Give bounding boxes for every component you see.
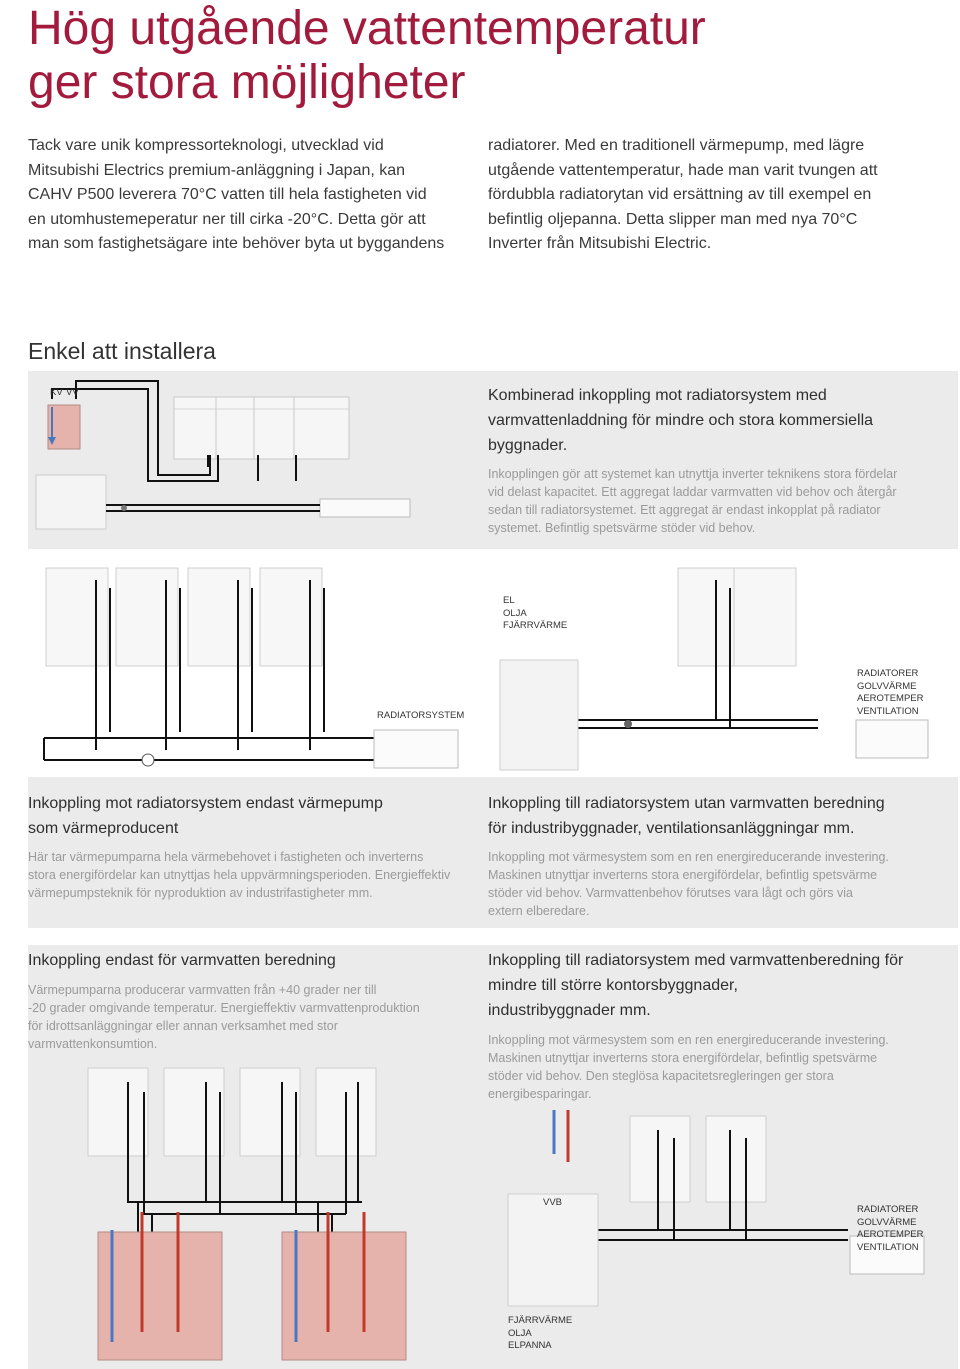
intro-line: CAHV P500 leverera 70°C vatten till hela fastigheten vid xyxy=(28,186,427,203)
body-line: varmvattenkonsumtion. xyxy=(28,1037,158,1051)
intro-line: utgående vattentemperatur, hade man varit tvungen att xyxy=(488,161,878,179)
intro-line: radiatorer. Med en traditionell värmepump, med lägre xyxy=(488,137,865,154)
panel2-right-heading xyxy=(488,791,938,841)
body-line: stöder vid behov. Varmvattenbehov förutses vara lågt och görs via xyxy=(488,886,854,900)
radiator xyxy=(856,720,928,758)
radiator xyxy=(320,499,410,517)
source-label: EL xyxy=(503,595,515,606)
consumer-label: AEROTEMPER xyxy=(857,693,924,704)
heading-line: Inkoppling mot radiatorsystem endast värmepump xyxy=(28,795,383,812)
pump-icon xyxy=(121,505,127,511)
body-line: vid delast kapacitet. Ett aggregat laddar varmvatten vid behov och återgår xyxy=(488,485,897,499)
source-label: OLJA xyxy=(508,1327,532,1339)
panel3-right-heading xyxy=(488,948,938,1023)
heat-pump-unit xyxy=(706,1116,766,1202)
heading-line: byggnader. xyxy=(488,437,568,454)
diagram-hot-water-only xyxy=(28,1062,478,1362)
heading-line: industribyggnader mm. xyxy=(488,1002,651,1019)
heading-line: som värmeproducent xyxy=(28,820,179,837)
body-line: Inkoppling mot värmesystem som en ren energireducerande investering. xyxy=(488,850,889,864)
section-heading: Enkel att installera xyxy=(28,338,216,364)
intro-line: fördubbla radiatorytan vid ersättning av till exempel en xyxy=(488,186,872,203)
panel3-left-body xyxy=(28,981,478,1053)
body-line: -20 grader omgivande temperatur. Energieffektiv varmvattenproduktion xyxy=(28,1001,420,1015)
heat-pump-unit xyxy=(294,397,349,459)
heading-line: för industribyggnader, ventilationsanläggningar mm. xyxy=(488,820,855,837)
body-line: Inkopplingen gör att systemet kan utnyttja inverter teknikens stora fördelar xyxy=(488,467,898,481)
panel2-left-body xyxy=(28,848,478,902)
consumer-label: AEROTEMPER xyxy=(857,1229,924,1240)
heading-line: Inkoppling till radiatorsystem med varmvattenberedning för xyxy=(488,952,904,969)
radiatorsystem-label: RADIATORSYSTEM xyxy=(377,710,465,721)
diagram-combined-installation xyxy=(28,371,468,549)
body-line: stora energifördelar kan utnyttjas hela uppvärmningsperioden. Energieffektiv xyxy=(28,868,451,882)
heading-line: Kombinerad inkoppling mot radiatorsystem med xyxy=(488,387,827,404)
kv-label: KV xyxy=(50,387,63,398)
body-line: systemet. Befintlig spetsvärme stöder vid behov. xyxy=(488,521,756,535)
intro-line: Inverter från Mitsubishi Electric. xyxy=(488,235,712,252)
boiler xyxy=(36,475,106,529)
heat-pump-unit xyxy=(116,568,178,666)
consumer-label: VENTILATION xyxy=(857,705,919,717)
radiator xyxy=(374,730,458,768)
body-line: Här tar värmepumparna hela värmebehovet i fastigheten och inverterns xyxy=(28,850,424,864)
consumer-label: RADIATORER xyxy=(857,668,919,679)
consumer-label: GOLVVÄRME xyxy=(857,1216,917,1228)
intro-right-column xyxy=(488,134,938,257)
body-line: Maskinen utnyttjar inverterns stora energifördelar, befintlig spetsvärme xyxy=(488,1051,878,1065)
consumer-label: RADIATORER xyxy=(857,1204,919,1215)
heading-line: varmvattenladdning för mindre och stora kommersiella xyxy=(488,412,874,429)
pipe xyxy=(76,381,158,467)
pump-icon xyxy=(142,754,154,766)
body-line: Maskinen utnyttjar inverterns stora energifördelar, befintlig spetsvärme xyxy=(488,868,878,882)
body-line: Värmepumparna producerar varmvatten från +40 grader ner till xyxy=(28,983,377,997)
source-label: ELPANNA xyxy=(508,1340,552,1351)
pump-icon xyxy=(624,720,632,728)
hot-water-tank xyxy=(98,1232,222,1360)
hot-water-tank xyxy=(282,1232,406,1360)
heat-pump-unit xyxy=(240,1068,300,1156)
body-line: för idrottsanläggningar eller annan verksamhet med stor xyxy=(28,1019,338,1033)
intro-line: Tack vare unik kompressorteknologi, utvecklad vid xyxy=(28,137,384,154)
vvb-label: VVB xyxy=(543,1197,563,1208)
heat-pump-unit xyxy=(46,568,108,666)
consumer-labels xyxy=(857,668,924,718)
intro-line: befintlig oljepanna. Detta slipper man med nya 70°C xyxy=(488,210,858,228)
consumer-labels xyxy=(857,1204,924,1254)
heat-pump-unit xyxy=(260,568,322,666)
boiler xyxy=(500,660,578,770)
source-labels xyxy=(503,595,567,633)
heat-pump-unit xyxy=(188,568,250,666)
body-line: värmepumpsteknik för nyproduktion av industrifastigheter mm. xyxy=(28,886,373,900)
source-labels xyxy=(508,1315,572,1353)
boiler xyxy=(508,1194,598,1306)
title-line-1: Hög utgående vattentemperatur xyxy=(28,2,706,55)
heat-pump-unit xyxy=(164,1068,224,1156)
body-line: energibesparingar. xyxy=(488,1087,592,1101)
intro-line: en utomhustemeperatur ner till cirka -20°C. Detta gör att xyxy=(28,210,426,228)
pipe xyxy=(44,738,374,760)
heat-pump-unit xyxy=(88,1068,148,1156)
heading-line: mindre till större kontorsbyggnader, xyxy=(488,977,738,994)
body-line: extern elberedare. xyxy=(488,904,590,918)
heat-pump-unit xyxy=(734,568,796,666)
body-line: sedan till radiatorsystemet. Ett aggregat är endast inkopplat på radiator xyxy=(488,503,881,517)
title-line-2: ger stora möjligheter xyxy=(28,56,466,109)
heading-line: Inkoppling till radiatorsystem utan varmvatten beredning xyxy=(488,795,885,812)
diagram-radiator-only xyxy=(28,560,478,775)
panel3-right-body xyxy=(488,1031,938,1103)
panel1-heading xyxy=(488,383,938,458)
intro-line: Mitsubishi Electrics premium-anläggning i Japan, kan xyxy=(28,161,406,179)
body-line: Inkoppling mot värmesystem som en ren energireducerande investering. xyxy=(488,1033,889,1047)
intro-line: man som fastighetsägare inte behöver byta ut byggandens xyxy=(28,235,445,252)
pipe xyxy=(138,1202,332,1232)
panel1-body xyxy=(488,465,938,537)
pipe xyxy=(578,720,818,728)
vv-label: VV xyxy=(66,387,79,398)
heading-line: Inkoppling endast för varmvatten beredning xyxy=(28,952,336,969)
consumer-label: VENTILATION xyxy=(857,1241,919,1253)
consumer-label: GOLVVÄRME xyxy=(857,680,917,692)
panel3-left-heading xyxy=(28,948,468,973)
panel2-right-body xyxy=(488,848,938,920)
source-label: FJÄRRVÄRME xyxy=(503,620,568,631)
panel2-left-heading xyxy=(28,791,468,841)
source-label: OLJA xyxy=(503,607,527,619)
source-label: FJÄRRVÄRME xyxy=(508,1315,573,1326)
page-title xyxy=(28,2,928,110)
intro-left-column xyxy=(28,134,473,257)
body-line: stöder vid behov. Den steglösa kapacitetsregleringen ger stora xyxy=(488,1069,834,1083)
heat-pump-unit xyxy=(630,1116,690,1202)
